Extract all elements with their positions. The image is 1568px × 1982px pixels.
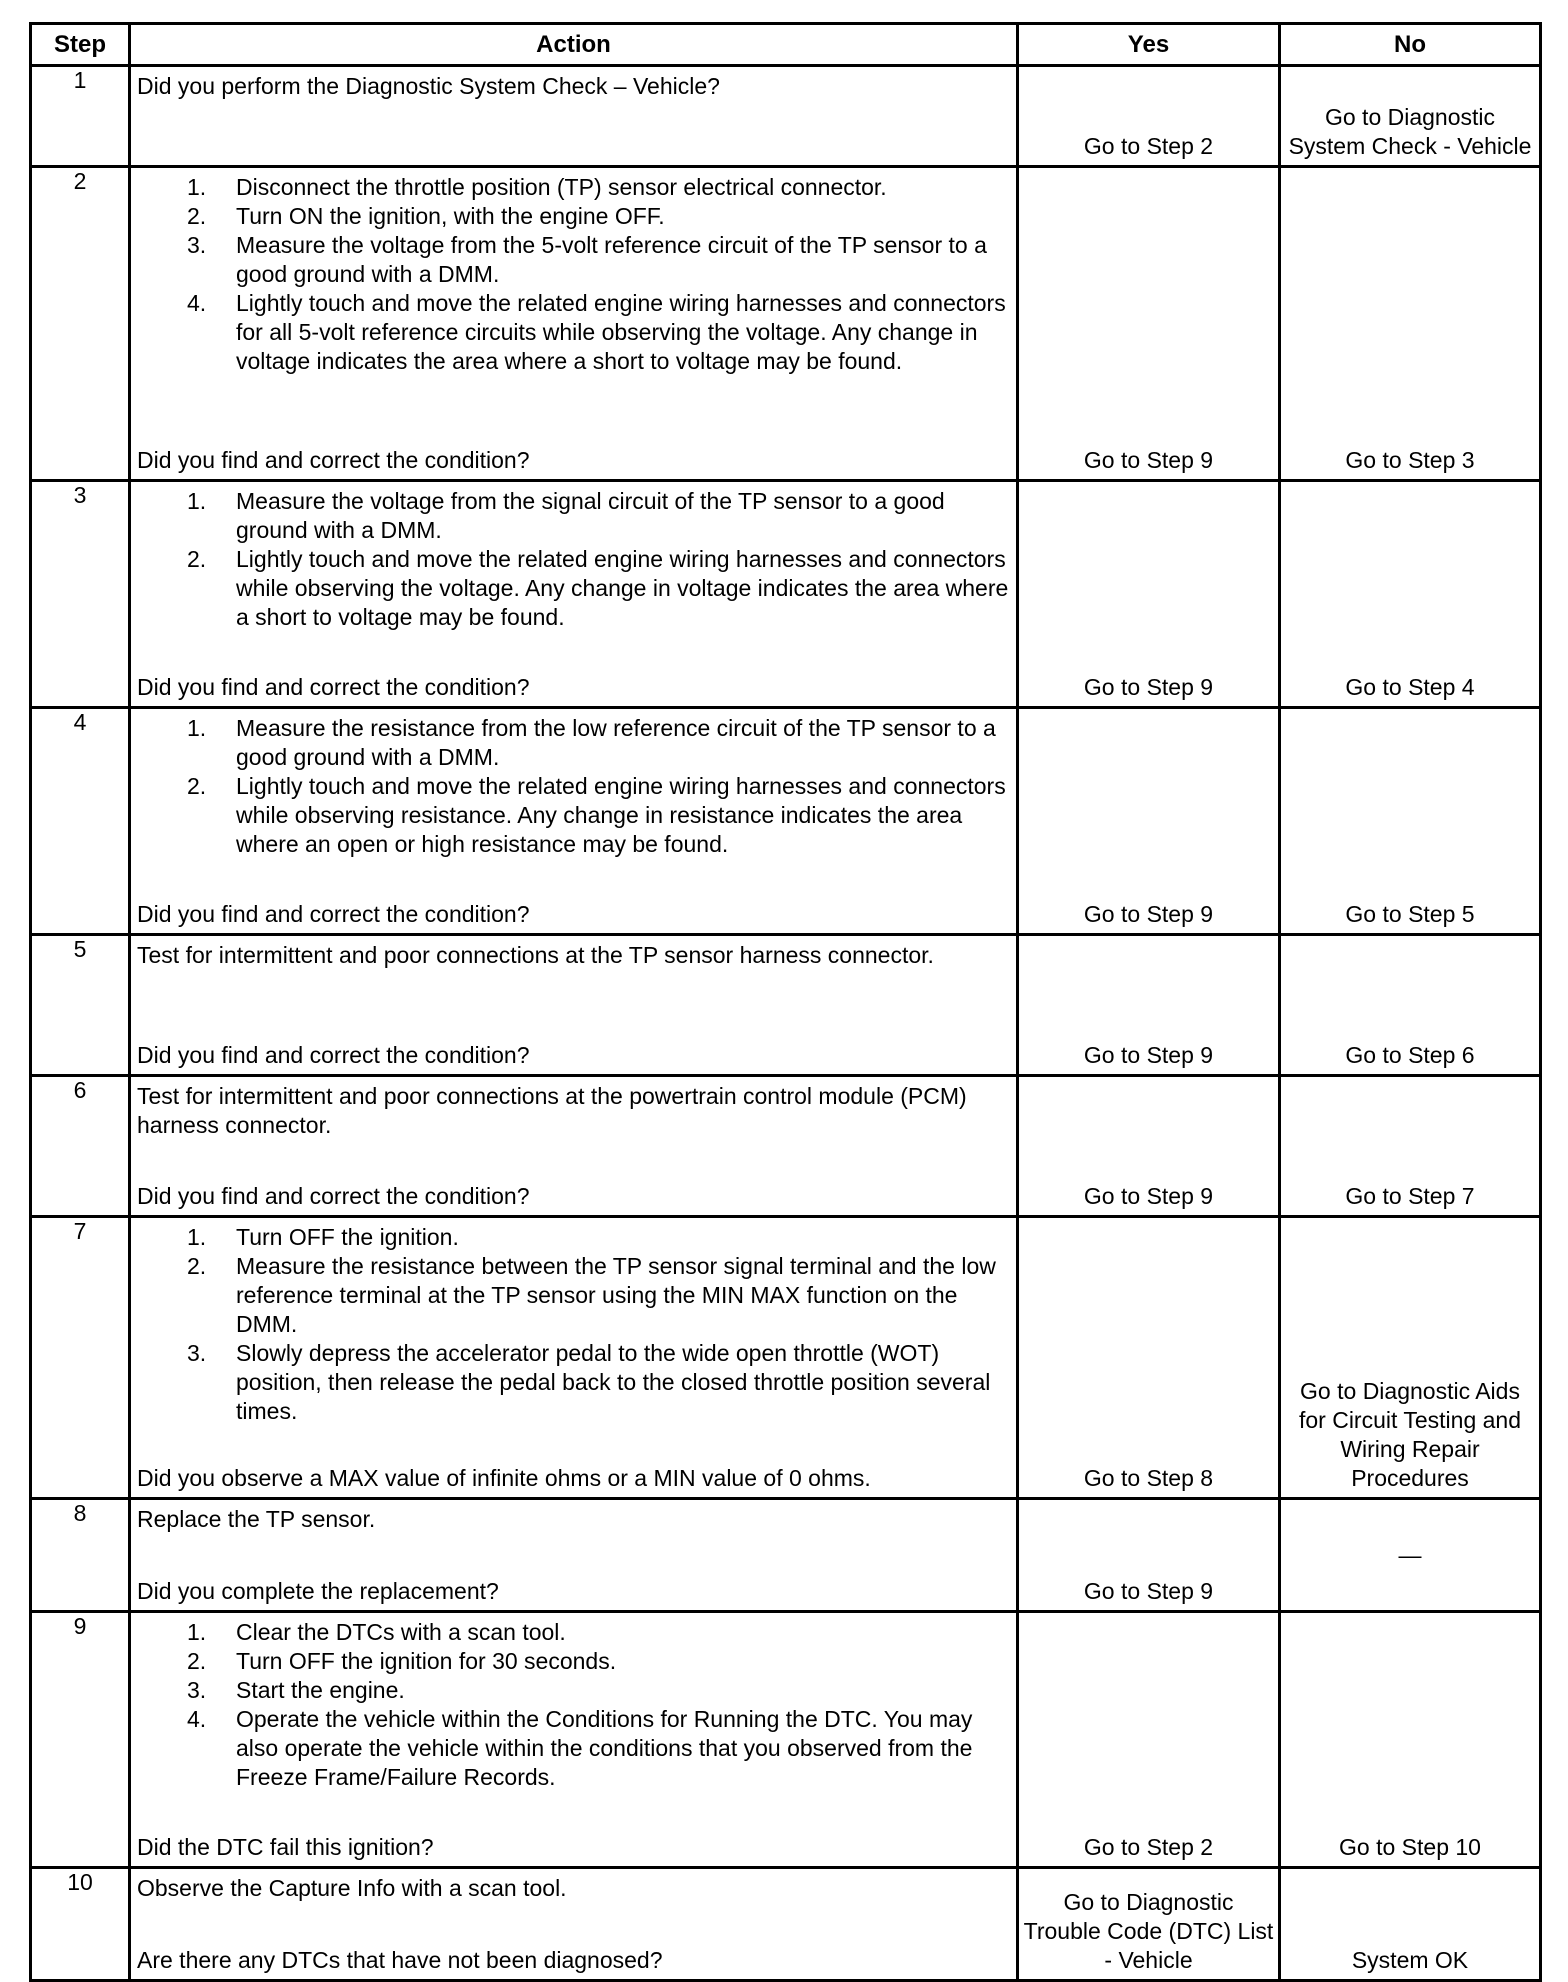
yes-cell bbox=[1018, 935, 1280, 1076]
yes-answer: Go to Step 9 bbox=[1083, 1042, 1214, 1068]
no-answer: System OK bbox=[1351, 1947, 1469, 1973]
list-item: 4. Operate the vehicle within the Conditions for Running the DTC. You may also operate the vehicle within the conditions that you observed from the Freeze Frame/Failure Records. bbox=[187, 1706, 973, 1790]
action-cell bbox=[130, 167, 1018, 481]
yes-cell bbox=[1018, 1499, 1280, 1612]
no-cell bbox=[1280, 1217, 1541, 1499]
action-question: Did you find and correct the condition? bbox=[137, 674, 530, 700]
header-row bbox=[31, 24, 1541, 66]
list-item: 1. Turn OFF the ignition. bbox=[187, 1224, 459, 1250]
action-cell bbox=[130, 1868, 1018, 1981]
action-question: Did the DTC fail this ignition? bbox=[137, 1834, 434, 1860]
header-step: Step bbox=[31, 24, 130, 66]
table-row bbox=[31, 1868, 1541, 1981]
yes-answer: Go to Step 8 bbox=[1083, 1465, 1214, 1491]
yes-cell bbox=[1018, 1868, 1280, 1981]
no-answer: Go to Step 3 bbox=[1345, 447, 1475, 473]
table-row bbox=[31, 481, 1541, 708]
table-row bbox=[31, 1076, 1541, 1217]
no-answer: Go to Step 6 bbox=[1345, 1042, 1475, 1068]
header-no: No bbox=[1280, 24, 1541, 66]
yes-cell bbox=[1018, 1612, 1280, 1868]
list-item: 2. Measure the resistance between the TP sensor signal terminal and the low reference terminal at the TP sensor using the MIN MAX function on the DMM. bbox=[187, 1253, 996, 1337]
list-item: 1. Clear the DTCs with a scan tool. bbox=[187, 1619, 566, 1645]
action-cell bbox=[130, 1612, 1018, 1868]
list-item: 2. Turn ON the ignition, with the engine OFF. bbox=[187, 203, 665, 229]
header-action: Action bbox=[130, 24, 1018, 66]
yes-cell bbox=[1018, 708, 1280, 935]
no-cell bbox=[1280, 708, 1541, 935]
diagnostic-table bbox=[29, 22, 1542, 1982]
action-steps-list bbox=[137, 1618, 1010, 1792]
step-number: 6 bbox=[31, 1076, 130, 1217]
list-item: 2. Lightly touch and move the related engine wiring harnesses and connectors while observing the voltage. Any change in voltage indicates the area where a short to voltage may be found. bbox=[187, 546, 1009, 630]
yes-cell bbox=[1018, 66, 1280, 167]
action-cell bbox=[130, 935, 1018, 1076]
action-text: Did you perform the Diagnostic System Check – Vehicle? bbox=[137, 73, 720, 99]
list-item: 2. Lightly touch and move the related engine wiring harnesses and connectors while observing resistance. Any change in resistance indicates the area where an open or high resistance may be found. bbox=[187, 773, 1006, 857]
action-steps-list bbox=[137, 714, 1010, 859]
action-text: Test for intermittent and poor connections at the powertrain control module (PCM) harness connector. bbox=[137, 1083, 967, 1138]
yes-answer: Go to Diagnostic Trouble Code (DTC) List - Vehicle bbox=[1023, 1889, 1274, 1973]
table-row bbox=[31, 66, 1541, 167]
yes-answer: Go to Step 2 bbox=[1083, 133, 1214, 159]
step-number: 3 bbox=[31, 481, 130, 708]
table-row bbox=[31, 1612, 1541, 1868]
no-answer: Go to Diagnostic Aids for Circuit Testing and Wiring Repair Procedures bbox=[1298, 1378, 1521, 1491]
action-cell bbox=[130, 66, 1018, 167]
no-cell bbox=[1280, 1076, 1541, 1217]
step-number: 10 bbox=[31, 1868, 130, 1981]
action-cell bbox=[130, 1499, 1018, 1612]
table-row bbox=[31, 167, 1541, 481]
action-question: Did you complete the replacement? bbox=[137, 1578, 499, 1604]
no-answer: Go to Step 4 bbox=[1345, 674, 1475, 700]
table-row bbox=[31, 708, 1541, 935]
yes-answer: Go to Step 2 bbox=[1083, 1834, 1214, 1860]
no-cell bbox=[1280, 167, 1541, 481]
action-question: Did you observe a MAX value of infinite ohms or a MIN value of 0 ohms. bbox=[137, 1465, 871, 1491]
table-row bbox=[31, 1499, 1541, 1612]
action-cell bbox=[130, 708, 1018, 935]
yes-answer: Go to Step 9 bbox=[1083, 1183, 1214, 1209]
action-text: Test for intermittent and poor connections at the TP sensor harness connector. bbox=[137, 942, 934, 968]
yes-cell bbox=[1018, 481, 1280, 708]
step-number: 2 bbox=[31, 167, 130, 481]
list-item: 1. Measure the voltage from the signal circuit of the TP sensor to a good ground with a DMM. bbox=[187, 488, 945, 543]
yes-answer: Go to Step 9 bbox=[1083, 447, 1214, 473]
no-answer: Go to Step 10 bbox=[1339, 1834, 1481, 1860]
yes-answer: Go to Step 9 bbox=[1083, 901, 1214, 927]
list-item: 3. Slowly depress the accelerator pedal to the wide open throttle (WOT) position, then release the pedal back to the closed throttle position several times. bbox=[187, 1340, 991, 1424]
yes-cell bbox=[1018, 1217, 1280, 1499]
step-number: 7 bbox=[31, 1217, 130, 1499]
table-row bbox=[31, 935, 1541, 1076]
action-question: Did you find and correct the condition? bbox=[137, 901, 530, 927]
action-cell bbox=[130, 1217, 1018, 1499]
step-number: 1 bbox=[31, 66, 130, 167]
action-steps-list bbox=[137, 487, 1010, 632]
no-cell bbox=[1280, 1612, 1541, 1868]
no-answer: Go to Step 5 bbox=[1345, 901, 1475, 927]
step-number: 4 bbox=[31, 708, 130, 935]
no-cell bbox=[1280, 935, 1541, 1076]
step-number: 5 bbox=[31, 935, 130, 1076]
no-cell bbox=[1280, 1499, 1541, 1612]
header-yes: Yes bbox=[1018, 24, 1280, 66]
no-answer: Go to Diagnostic System Check - Vehicle bbox=[1288, 104, 1532, 159]
list-item: 4. Lightly touch and move the related engine wiring harnesses and connectors for all 5-volt reference circuits while observing the voltage. Any change in voltage indicates the area where a short to voltage may be found. bbox=[187, 290, 1006, 374]
list-item: 3. Start the engine. bbox=[187, 1677, 405, 1703]
no-answer: Go to Step 7 bbox=[1345, 1183, 1475, 1209]
action-cell bbox=[130, 481, 1018, 708]
list-item: 2. Turn OFF the ignition for 30 seconds. bbox=[187, 1648, 617, 1674]
yes-answer: Go to Step 9 bbox=[1083, 1578, 1214, 1604]
step-number: 9 bbox=[31, 1612, 130, 1868]
action-steps-list bbox=[137, 173, 1010, 376]
action-question: Did you find and correct the condition? bbox=[137, 1042, 530, 1068]
action-question: Did you find and correct the condition? bbox=[137, 447, 530, 473]
list-item: 1. Measure the resistance from the low reference circuit of the TP sensor to a good ground with a DMM. bbox=[187, 715, 996, 770]
action-text: Replace the TP sensor. bbox=[137, 1506, 376, 1532]
table-body bbox=[31, 66, 1541, 1981]
action-steps-list bbox=[137, 1223, 1010, 1426]
list-item: 3. Measure the voltage from the 5-volt reference circuit of the TP sensor to a good ground with a DMM. bbox=[187, 232, 987, 287]
no-answer: — bbox=[1398, 1541, 1422, 1568]
table-row bbox=[31, 1217, 1541, 1499]
yes-cell bbox=[1018, 1076, 1280, 1217]
no-cell bbox=[1280, 1868, 1541, 1981]
action-text: Observe the Capture Info with a scan tool. bbox=[137, 1875, 567, 1901]
no-cell bbox=[1280, 66, 1541, 167]
yes-answer: Go to Step 9 bbox=[1083, 674, 1214, 700]
step-number: 8 bbox=[31, 1499, 130, 1612]
action-cell bbox=[130, 1076, 1018, 1217]
list-item: 1. Disconnect the throttle position (TP) sensor electrical connector. bbox=[187, 174, 887, 200]
action-question: Are there any DTCs that have not been diagnosed? bbox=[137, 1947, 663, 1973]
action-question: Did you find and correct the condition? bbox=[137, 1183, 530, 1209]
no-cell bbox=[1280, 481, 1541, 708]
yes-cell bbox=[1018, 167, 1280, 481]
